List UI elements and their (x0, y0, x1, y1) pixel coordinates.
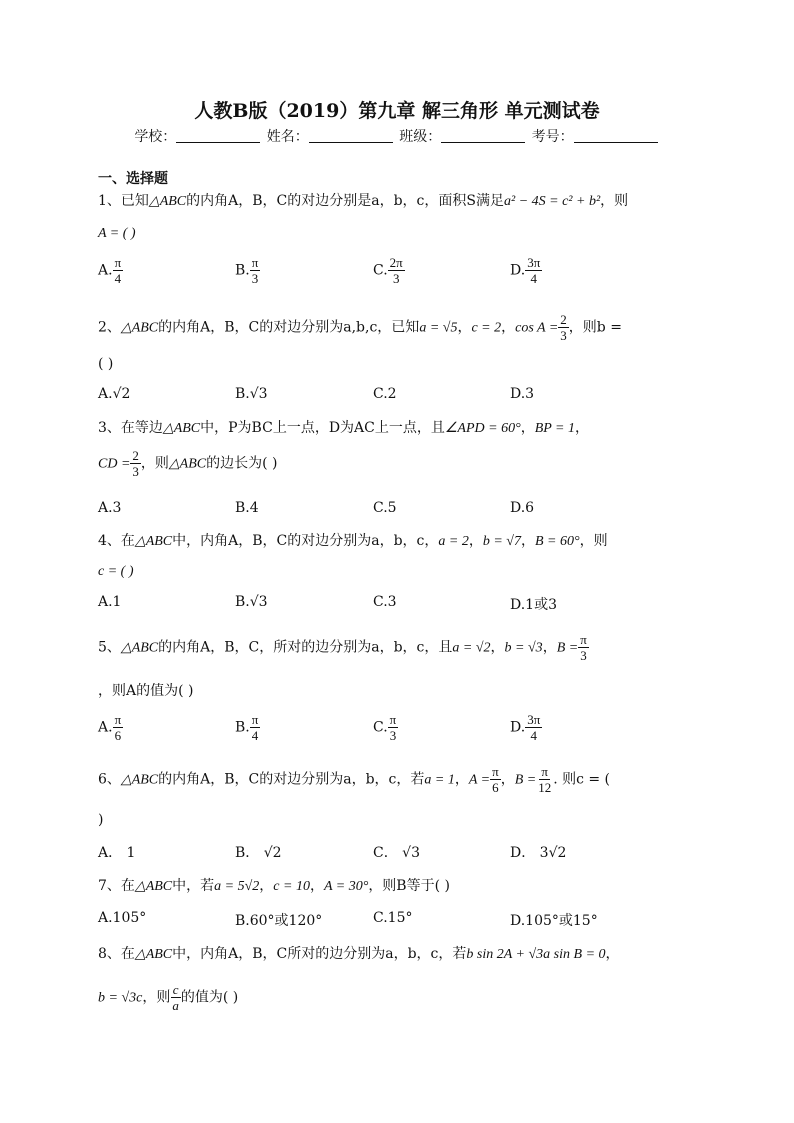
q3-option-c[interactable]: C.5 (373, 500, 397, 516)
q7-option-c[interactable]: C.15° (373, 910, 413, 926)
q1-option-b[interactable]: B. $\frac{\pi}{3}$ (235, 255, 259, 286)
q2-option-a[interactable]: A.√2 (98, 386, 131, 402)
question-4-stem: 4、在△ABC中，内角A，B，C的对边分别为a，b，c，a = 2，b = √7，B = 60°，则 (98, 533, 608, 549)
question-7-stem: 7、在△ABC中，若a = 5√2，c = 10，A = 30°，则B等于( ) (98, 878, 450, 894)
q7-option-d[interactable]: D.105°或15° (510, 913, 598, 929)
id-field[interactable] (574, 128, 658, 143)
q1-option-d[interactable]: D. $\frac{3\pi}{4}$ (510, 255, 541, 286)
question-2-line2: ( ) (98, 356, 114, 372)
class-label: 班级： (399, 129, 442, 145)
class-field[interactable] (441, 128, 525, 143)
school-label: 学校： (134, 129, 177, 145)
q4-option-c[interactable]: C.3 (373, 594, 397, 610)
id-label: 考号： (531, 129, 574, 145)
student-info-line (0, 126, 794, 146)
q7-option-a[interactable]: A.105° (98, 910, 147, 926)
question-4-line2: c = ( ) (98, 564, 134, 579)
question-2-stem: 2、△ABC的内角A，B，C的对边分别为a,b,c，已知a = √5，c = 2，cos A = $\frac{2}{3}$ ，则b = (98, 312, 622, 343)
section-heading: 一、选择题 (98, 171, 168, 187)
school-field[interactable] (176, 128, 260, 143)
q6-option-a[interactable]: A． 1 (98, 845, 136, 861)
question-3-line2: CD = $\frac{2}{3}$ ，则△ABC的边长为( ) (98, 448, 278, 479)
q7-option-b[interactable]: B.60°或120° (235, 913, 323, 929)
q3-option-a[interactable]: A.3 (98, 500, 122, 516)
name-label: 姓名： (266, 129, 309, 145)
question-6-stem: 6、△ABC的内角A，B，C的对边分别为a，b，c，若a = 1，A = $\frac{\pi}{6}$ ，B = $\frac{\pi}{12}$ . 则c = ( (98, 764, 611, 795)
q6-option-c[interactable]: C． √3 (373, 845, 420, 861)
q4-option-b[interactable]: B.√3 (235, 594, 268, 610)
q6-option-d[interactable]: D． 3√2 (510, 845, 567, 861)
q5-option-b[interactable]: B. $\frac{\pi}{4}$ (235, 712, 259, 743)
question-1-line2: A = ( ) (98, 226, 136, 241)
q5-option-c[interactable]: C. $\frac{\pi}{3}$ (373, 712, 397, 743)
question-3-stem: 3、在等边△ABC中，P为BC上一点，D为AC上一点，且∠APD = 60°，BP = 1， (98, 420, 589, 436)
q5-option-a[interactable]: A. $\frac{\pi}{6}$ (98, 712, 122, 743)
page-title: 人教B版（2019）第九章 解三角形 单元测试卷 (194, 100, 600, 122)
q3-option-b[interactable]: B.4 (235, 500, 259, 516)
question-8-stem: 8、在△ABC中，内角A，B，C所对的边分别为a，b，c，若b sin 2A + √3a sin B = 0， (98, 946, 620, 962)
question-5-stem: 5、△ABC的内角A，B，C，所对的边分别为a，b，c，且a = √2，b = √3，B = $\frac{\pi}{3}$ (98, 632, 587, 663)
name-field[interactable] (309, 128, 393, 143)
q4-option-d[interactable]: D.1或3 (510, 597, 557, 613)
q1-option-a[interactable]: A. $\frac{\pi}{4}$ (98, 255, 122, 286)
q6-option-b[interactable]: B． √2 (235, 845, 282, 861)
q3-option-d[interactable]: D.6 (510, 500, 535, 516)
question-1-stem: 1、已知△ABC的内角A，B，C的对边分别是a，b，c，面积S满足a² − 4S = c² + b²，则 (98, 193, 629, 209)
q5-option-d[interactable]: D. $\frac{3\pi}{4}$ (510, 712, 541, 743)
q2-option-c[interactable]: C.2 (373, 386, 397, 402)
question-6-line2: ) (98, 812, 104, 828)
question-8-line2: b = √3c，则 $\frac{c}{a}$ 的值为( ) (98, 982, 239, 1013)
q2-option-b[interactable]: B.√3 (235, 386, 268, 402)
q4-option-a[interactable]: A.1 (98, 594, 122, 610)
q2-option-d[interactable]: D.3 (510, 386, 535, 402)
question-5-line2: ，则A的值为( ) (98, 683, 194, 699)
q1-option-c[interactable]: C. $\frac{2\pi}{3}$ (373, 255, 403, 286)
